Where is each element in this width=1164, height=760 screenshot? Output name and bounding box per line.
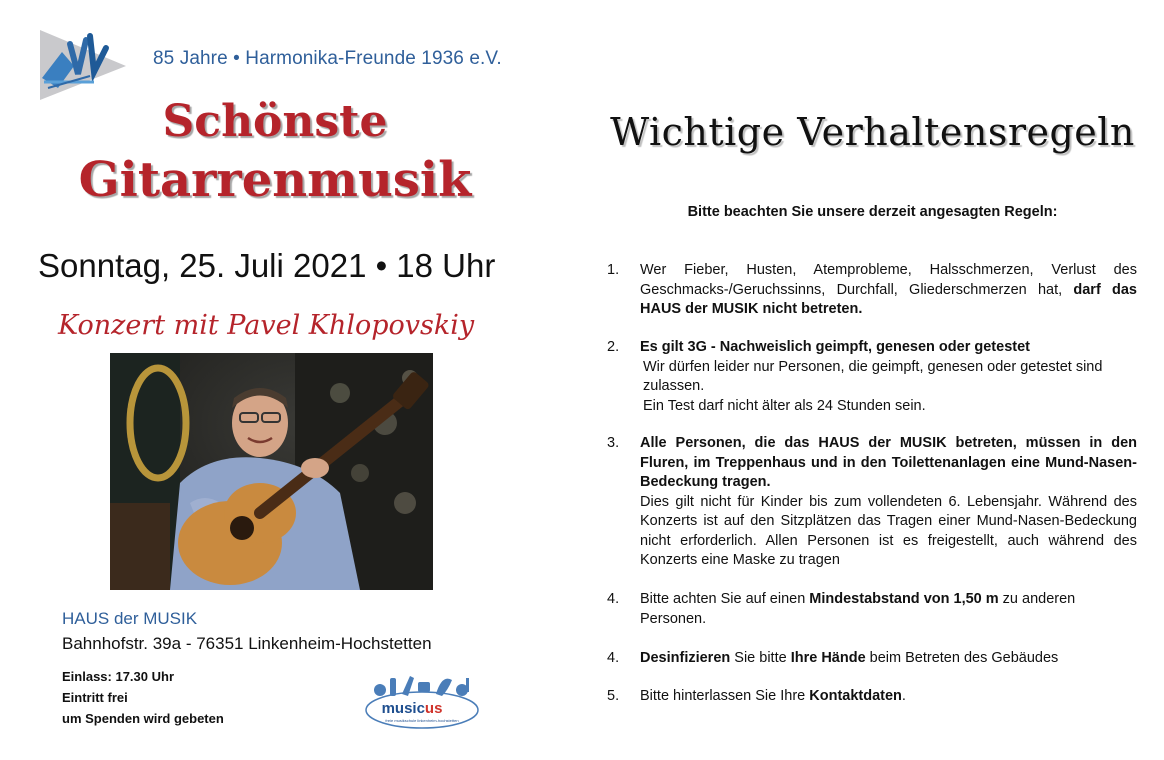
rule-text: Wir dürfen leider nur Personen, die geimpft, genesen oder getestet sind zulassen. [643, 358, 1103, 394]
admission-time: Einlass: 17.30 Uhr [62, 669, 174, 684]
rule-number: 5. [607, 688, 620, 704]
rule-item [607, 434, 1137, 571]
rule-item [607, 649, 1137, 669]
rule-item [607, 590, 1137, 629]
rule-text: zu anderen Personen. [640, 591, 1076, 627]
rule-text: . [901, 688, 906, 704]
musicus-logo [362, 668, 482, 730]
rule-bold-text: Es gilt 3G - Nachweislich geimpft, genesen oder getestet [640, 339, 1030, 355]
rule-number: 1. [607, 262, 620, 278]
rule-number: 2. [607, 339, 620, 355]
rule-number: 3. [607, 435, 620, 451]
rule-item [607, 261, 1137, 320]
organization-line: 85 Jahre • Harmonika-Freunde 1936 e.V. [153, 48, 502, 69]
rule-number: 4. [607, 650, 620, 666]
concert-date: Sonntag, 25. Juli 2021 • 18 Uhr [38, 247, 496, 284]
rules-title: Wichtige Verhaltensregeln [610, 110, 1135, 154]
rule-item [607, 338, 1137, 416]
rule-bold-text: Alle Personen, die das HAUS der MUSIK betreten, müssen in den Fluren, im Treppenhaus und in den Toilettenanlagen eine Mund-Nasen-Bedeckung tragen. [640, 435, 1137, 490]
rule-bold-text: Mindestabstand von 1,50 m [809, 591, 999, 607]
admission-free: Eintritt frei [62, 690, 128, 705]
guitarist-photo [110, 353, 433, 590]
concert-title-line-2: Gitarrenmusik [78, 152, 472, 208]
rule-item [607, 687, 1137, 707]
rule-bold-text: Desinfizieren [640, 650, 731, 666]
rule-text: Ein Test darf nicht älter als 24 Stunden sein. [643, 397, 926, 414]
rule-number: 4. [607, 591, 620, 607]
rule-text: Wer Fieber, Husten, Atemprobleme, Halsschmerzen, Verlust des Geschmacks-/Geruchssinns, Durchfall, Gliederschmerzen hat, [640, 262, 1137, 298]
harmonika-freunde-logo [34, 26, 130, 102]
rule-bold-text: Kontaktdaten [809, 688, 902, 704]
rule-bold-text: Ihre Hände [790, 650, 866, 666]
rule-text: Bitte achten Sie auf einen [640, 591, 810, 607]
rules-intro: Bitte beachten Sie unsere derzeit angesagten Regeln: [687, 204, 1058, 220]
venue-address: Bahnhofstr. 39a - 76351 Linkenheim-Hochstetten [62, 634, 432, 653]
rule-text: beim Betreten des Gebäudes [865, 650, 1059, 666]
concert-subtitle: Konzert mit Pavel Khlopovskiy [58, 310, 475, 341]
musicus-word-post: us [424, 700, 443, 717]
musicus-tagline: freie musikschule linkenheim-hochstetten [385, 718, 459, 723]
rule-bold-text: darf das HAUS der MUSIK nicht betreten. [640, 281, 1137, 317]
rule-text: Sie bitte [730, 650, 791, 666]
svg-text:musicus [382, 700, 443, 717]
donation-note: um Spenden wird gebeten [62, 711, 224, 726]
musicus-word-pre: music [381, 700, 425, 717]
venue-name: HAUS der MUSIK [62, 609, 198, 628]
rule-text: Dies gilt nicht für Kinder bis zum vollendeten 6. Lebensjahr. Während des Konzerts ist auf den Sitzplätzen das Tragen einer Mund-Nasen-Bedeckung nicht erforderlich. Allen Personen ist es freigestellt, auch während des Konzerts eine Maske zu tragen [640, 493, 1137, 568]
rule-text: Bitte hinterlassen Sie Ihre [640, 688, 810, 704]
concert-title-line-1: Schönste [162, 96, 388, 147]
